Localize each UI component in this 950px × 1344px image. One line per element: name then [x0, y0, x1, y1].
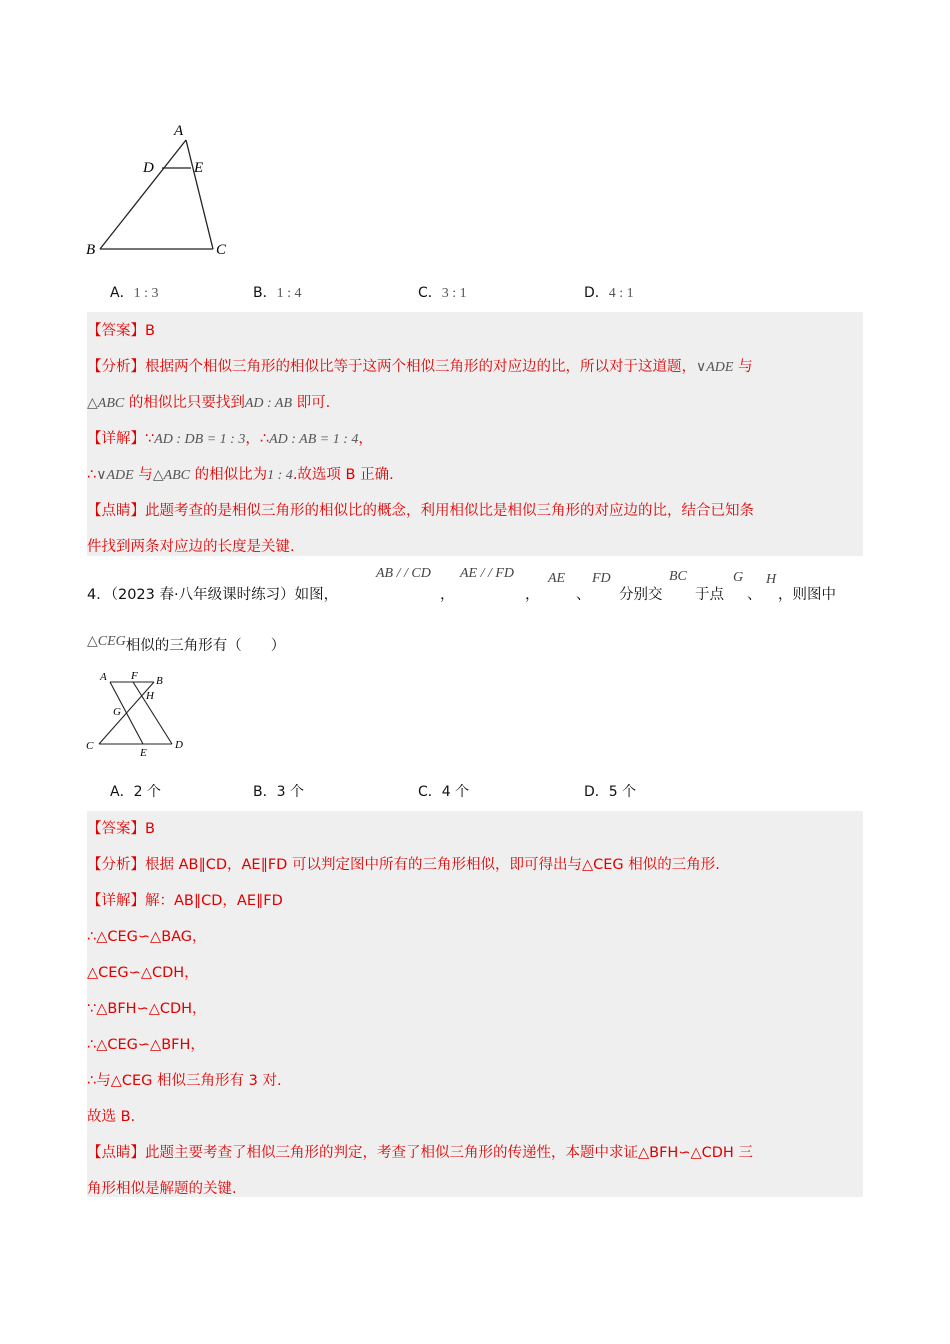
q3-option-b[interactable]: B．1 : 4 [253, 285, 302, 301]
q4-step-1: ∴△CEG∽△BAG， [87, 929, 207, 945]
q3-option-d-value: 4 : 1 [608, 286, 634, 301]
label-g: G [113, 706, 121, 718]
q4-stem-line-1: 4．（2023 春·八年级课时练习）如图， [87, 587, 339, 603]
label-e: E [140, 747, 147, 759]
q4-analysis-line: 【分析】根据 AB∥CD，AE∥FD 可以判定图中所有的三角形相似，即可得出与△CEG 相似的三角形. [87, 857, 720, 873]
q3-option-d[interactable]: D．4 : 1 [584, 285, 634, 301]
figure-triangle-ade-abc [80, 118, 240, 263]
q4-choose-line: 故选 B. [87, 1109, 136, 1125]
q4-math-ab-cd: AB / / CD [376, 566, 431, 581]
q3-detail-line: 【详解】∵AD : DB = 1 : 3，∴AD : AB = 1 : 4， [87, 431, 373, 447]
q3-comment-line-2: 件找到两条对应边的长度是关键. [87, 539, 295, 555]
q3-option-c-value: 3 : 1 [441, 286, 467, 301]
q3-analysis-line-1: 【分析】根据两个相似三角形的相似比等于这两个相似三角形的对应边的比，所以对于这道题，∨ADE 与 [87, 359, 753, 375]
q4-number: 4． [87, 587, 111, 603]
q4-option-d-value: 5 个 [608, 784, 637, 800]
label-f: F [131, 670, 138, 682]
segment-ab [100, 140, 186, 249]
q3-option-a-value: 1 : 3 [133, 286, 159, 301]
label-b: B [156, 675, 163, 687]
q4-step-2: △CEG∽△CDH， [87, 965, 199, 981]
label-e: E [194, 160, 204, 176]
q4-comment-line-1: 【点睛】此题主要考查了相似三角形的判定，考查了相似三角形的传递性，本题中求证△BFH∽△CDH 三 [87, 1145, 753, 1161]
q3-option-b-value: 1 : 4 [276, 286, 302, 301]
label-a: A [174, 123, 184, 139]
q3-solution-panel [87, 312, 863, 556]
label-a: A [100, 671, 107, 683]
q4-math-ceg: △CEG [87, 634, 126, 649]
q4-math-g: G [733, 570, 744, 585]
q3-option-c[interactable]: C．3 : 1 [418, 285, 467, 301]
q4-step-4: ∴△CEG∽△BFH， [87, 1037, 205, 1053]
q4-option-b[interactable]: B．3 个 [253, 784, 304, 800]
q4-option-a-value: 2 个 [133, 784, 161, 800]
q4-math-ae: AE [548, 571, 566, 586]
q4-stem-line-2: △CEG相似的三角形有（ ） [87, 634, 286, 654]
q3-analysis-line-2: △ABC 的相似比只要找到AD : AB 即可. [87, 395, 331, 411]
q4-answer-line: 【答案】B [87, 821, 155, 837]
label-d: D [175, 739, 183, 751]
q4-math-fd: FD [592, 571, 611, 586]
q4-source: （2023 春·八年级课时练习） [110, 587, 295, 603]
label-c: C [216, 242, 227, 258]
label-b: B [86, 242, 96, 258]
q3-conclusion-line: ∴∨ADE 与△ABC 的相似比为1 : 4.故选项 B 正确. [87, 467, 394, 483]
q4-option-d[interactable]: D．5 个 [584, 784, 637, 800]
q4-option-a[interactable]: A．2 个 [110, 784, 161, 800]
label-h: H [146, 690, 154, 702]
q4-step-5: ∴与△CEG 相似三角形有 3 对. [87, 1073, 282, 1089]
figure-parallel-lines [83, 668, 193, 760]
q3-answer-line: 【答案】B [87, 323, 155, 339]
q4-solution-panel [87, 811, 863, 1197]
q4-option-c-value: 4 个 [441, 784, 470, 800]
q4-comment-line-2: 角形相似是解题的关键. [87, 1181, 237, 1197]
q4-detail-line: 【详解】解：AB∥CD，AE∥FD [87, 893, 283, 909]
q4-answer: B [145, 821, 155, 837]
label-c: C [86, 740, 94, 752]
q4-math-ae-fd: AE / / FD [460, 566, 515, 581]
label-d: D [143, 160, 154, 176]
q3-comment-line-1: 【点睛】此题考查的是相似三角形的相似比的概念，利用相似比是相似三角形的对应边的比，结合已知条 [87, 503, 754, 519]
q4-math-h: H [766, 572, 777, 587]
q4-step-3: ∵△BFH∽△CDH， [87, 1001, 207, 1017]
q4-option-c[interactable]: C．4 个 [418, 784, 470, 800]
segment-ac [186, 140, 213, 249]
q3-option-a[interactable]: A．1 : 3 [110, 285, 159, 301]
q4-option-b-value: 3 个 [276, 784, 304, 800]
q4-math-bc: BC [669, 569, 687, 584]
q3-answer: B [145, 323, 155, 339]
